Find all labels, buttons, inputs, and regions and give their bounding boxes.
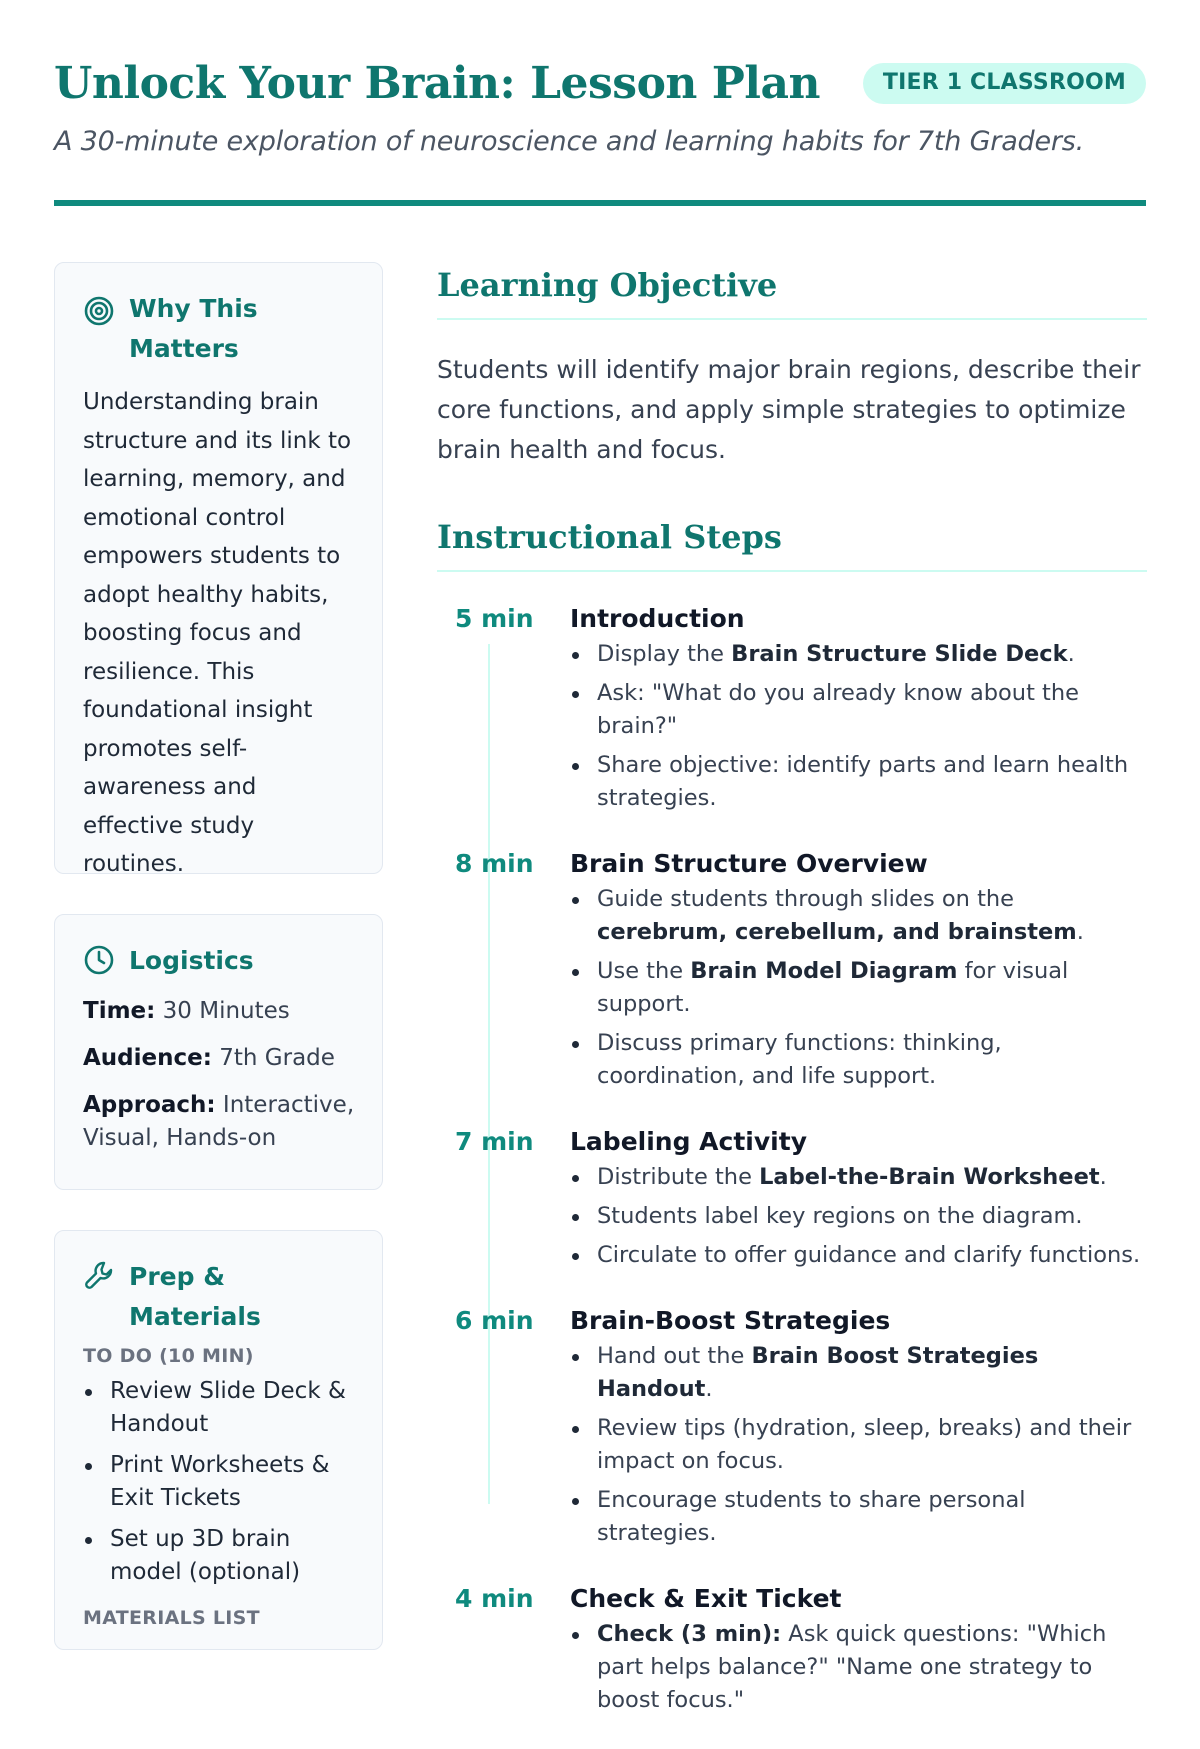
step-duration: 6 min	[455, 1306, 534, 1335]
logistics-time	[83, 995, 356, 1028]
step-bullet	[570, 883, 1147, 949]
logistics-approach-value: Interactive, Visual, Hands-on	[83, 1092, 355, 1151]
logistics-audience-value: 7th Grade	[219, 1045, 335, 1071]
logistics-audience-label: Audience:	[83, 1045, 212, 1071]
logistics-card-header	[83, 941, 356, 981]
step-title: Labeling Activity	[570, 1127, 807, 1156]
bullet-text: Share objective: identify parts and learn health strategies.	[597, 752, 1129, 811]
step-bullet	[570, 1340, 1147, 1406]
bullet-bold: Check (3 min):	[597, 1621, 782, 1647]
todo-item: Review Slide Deck & Handout	[83, 1375, 356, 1441]
step-body	[570, 602, 1147, 821]
step-bullet	[570, 749, 1147, 815]
bullet-text: Guide students through slides on the	[597, 886, 1014, 912]
bullet-bold: Brain Boost Strategies Handout	[597, 1343, 1039, 1402]
why-card-body: Understanding brain structure and its link to learning, memory, and emotional control empowers students to adopt healthy habits, boosting focus and resilience. This foundational insight promotes self-awareness and effective study routines.	[83, 389, 352, 877]
main-column	[437, 262, 1147, 1749]
bullet-text: Review tips (hydration, sleep, breaks) and their impact on focus.	[597, 1415, 1132, 1474]
logistics-approach	[83, 1089, 356, 1155]
step-bullets	[570, 638, 1147, 815]
logistics-time-value: 30 Minutes	[162, 998, 290, 1024]
bullet-text: .	[1099, 1164, 1107, 1190]
bullet-text: Distribute the	[597, 1164, 760, 1190]
step-bullet	[570, 1239, 1147, 1272]
materials-heading: MATERIALS LIST	[83, 1607, 260, 1629]
step-exit-ticket	[437, 1582, 1147, 1723]
bullet-text: Encourage students to share personal strategies.	[597, 1487, 1026, 1546]
logistics-approach-label: Approach:	[83, 1092, 216, 1118]
step-bullets	[570, 1618, 1147, 1717]
tier-badge: TIER 1 CLASSROOM	[863, 63, 1146, 104]
step-bullet	[570, 1200, 1147, 1233]
logistics-card	[54, 914, 383, 1190]
step-title: Check & Exit Ticket	[570, 1584, 842, 1613]
page-title: Unlock Your Brain: Lesson Plan	[54, 58, 821, 109]
header-divider	[54, 200, 1146, 206]
wrench-icon	[83, 1259, 117, 1293]
step-duration: 4 min	[455, 1584, 534, 1613]
step-title: Introduction	[570, 604, 745, 633]
why-card	[54, 262, 383, 877]
page-subtitle: A 30-minute exploration of neuroscience and learning habits for 7th Graders.	[54, 126, 1085, 157]
step-bullet	[570, 1412, 1147, 1478]
objective-title: Learning Objective	[437, 262, 1147, 320]
step-introduction	[437, 602, 1147, 821]
step-body	[570, 1582, 1147, 1723]
bullet-bold: Brain Model Diagram	[690, 958, 958, 984]
todo-heading: TO DO (10 MIN)	[83, 1345, 254, 1367]
bullet-text: .	[705, 1376, 713, 1402]
bullet-bold: Label-the-Brain Worksheet	[759, 1164, 1100, 1190]
todo-item: Set up 3D brain model (optional)	[83, 1523, 356, 1589]
step-bullets	[570, 1161, 1147, 1272]
step-duration: 7 min	[455, 1127, 534, 1156]
step-bullet	[570, 1618, 1147, 1717]
bullet-text: Display the	[597, 641, 732, 667]
prep-card	[54, 1230, 383, 1650]
bullet-text: Hand out the	[597, 1343, 752, 1369]
step-brain-boost	[437, 1304, 1147, 1556]
todo-item: Print Worksheets & Exit Tickets	[83, 1449, 356, 1515]
steps-title: Instructional Steps	[437, 514, 1147, 572]
step-title: Brain Structure Overview	[570, 849, 928, 878]
step-title: Brain-Boost Strategies	[570, 1306, 891, 1335]
logistics-time-label: Time:	[83, 998, 156, 1024]
bullet-text: for visual support.	[597, 958, 1069, 1017]
logistics-card-title: Logistics	[129, 946, 254, 975]
step-duration: 8 min	[455, 849, 534, 878]
timeline	[437, 602, 1147, 1723]
header	[54, 52, 1146, 157]
clock-icon	[83, 943, 117, 977]
bullet-text: Students label key regions on the diagram.	[597, 1203, 1083, 1229]
step-bullet	[570, 1484, 1147, 1550]
step-bullet	[570, 1161, 1147, 1194]
step-brain-structure	[437, 847, 1147, 1099]
why-card-title: Why This Matters	[129, 294, 258, 363]
step-bullet	[570, 1027, 1147, 1093]
step-bullets	[570, 1340, 1147, 1550]
step-duration: 5 min	[455, 604, 534, 633]
why-card-header	[83, 289, 356, 369]
bullet-text: Discuss primary functions: thinking, coordination, and life support.	[597, 1030, 1002, 1089]
objective-text: Students will identify major brain regions, describe their core functions, and apply simple strategies to optimize brain health and focus.	[437, 355, 1141, 464]
step-bullet	[570, 638, 1147, 671]
step-labeling-activity	[437, 1125, 1147, 1278]
bullet-text: Ask quick questions: "Which part helps balance?" "Name one strategy to boost focus."	[597, 1621, 1107, 1713]
bullet-bold: Brain Structure Slide Deck	[731, 641, 1068, 667]
bullet-text: Use the	[597, 958, 691, 984]
bullet-text: Circulate to offer guidance and clarify functions.	[597, 1242, 1141, 1268]
bullet-bold: cerebrum, cerebellum, and brainstem	[597, 919, 1077, 945]
bullet-text: Ask: "What do you already know about the brain?"	[597, 680, 1079, 739]
step-body	[570, 1304, 1147, 1556]
bullet-text: .	[1067, 641, 1075, 667]
step-bullets	[570, 883, 1147, 1093]
bullet-text: .	[1076, 919, 1084, 945]
todo-list	[83, 1375, 356, 1589]
logistics-audience	[83, 1042, 356, 1075]
step-body	[570, 847, 1147, 1099]
target-icon	[83, 291, 117, 325]
step-bullet	[570, 955, 1147, 1021]
step-body	[570, 1125, 1147, 1278]
prep-card-title: Prep & Materials	[129, 1262, 261, 1331]
prep-card-header	[83, 1257, 356, 1337]
step-bullet	[570, 677, 1147, 743]
